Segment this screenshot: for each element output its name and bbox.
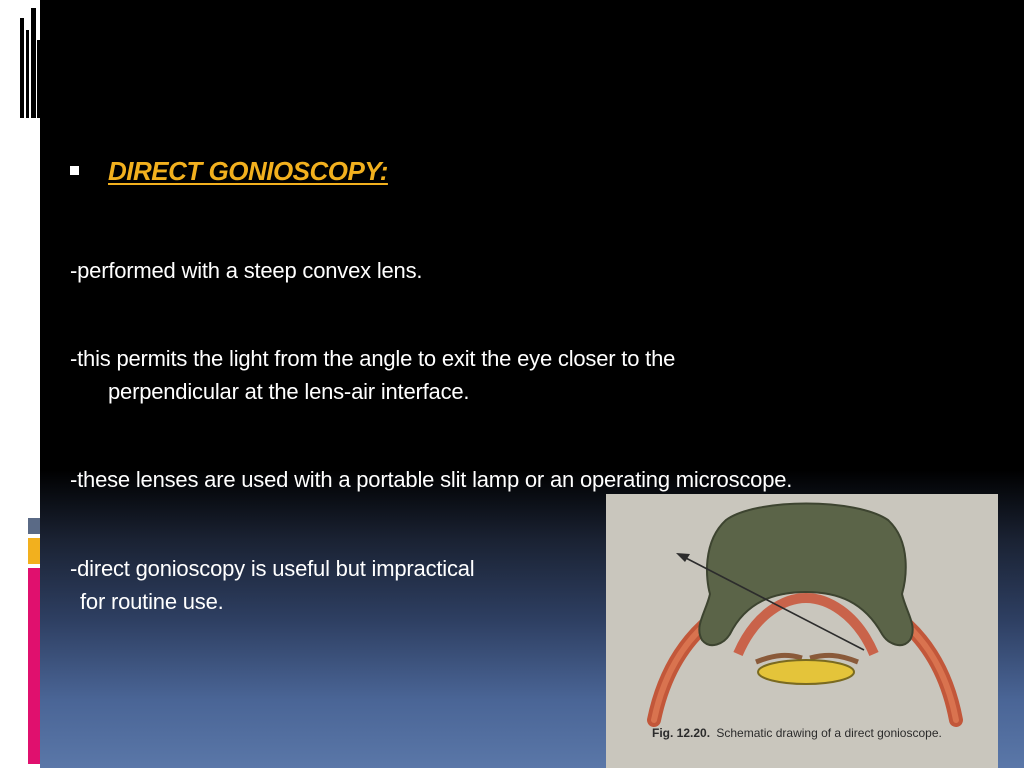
slide-heading: DIRECT GONIOSCOPY: xyxy=(108,156,388,186)
paragraph-4 xyxy=(70,552,475,618)
paragraph-2 xyxy=(70,342,675,408)
paragraph-line: -this permits the light from the angle to exit the eye closer to the xyxy=(70,346,676,371)
figure-caption xyxy=(652,726,942,740)
paragraph-line: perpendicular at the lens-air interface. xyxy=(108,379,470,404)
bullet-icon xyxy=(70,166,79,175)
paragraph-3 xyxy=(70,463,792,496)
paragraph-line: -direct gonioscopy is useful but impractical xyxy=(70,556,475,581)
caption-label: Fig. 12.20. xyxy=(652,726,711,740)
caption-text: Schematic drawing of a direct gonioscope. xyxy=(716,726,942,740)
paragraph-1 xyxy=(70,254,422,287)
gonioscope-figure xyxy=(606,494,998,768)
paragraph-line: -performed with a steep convex lens. xyxy=(70,258,423,283)
left-decor-strip xyxy=(0,0,40,768)
paragraph-line: for routine use. xyxy=(80,589,224,614)
top-stripes-decor xyxy=(18,0,40,120)
paragraph-line: -these lenses are used with a portable slit lamp or an operating microscope. xyxy=(70,467,793,492)
